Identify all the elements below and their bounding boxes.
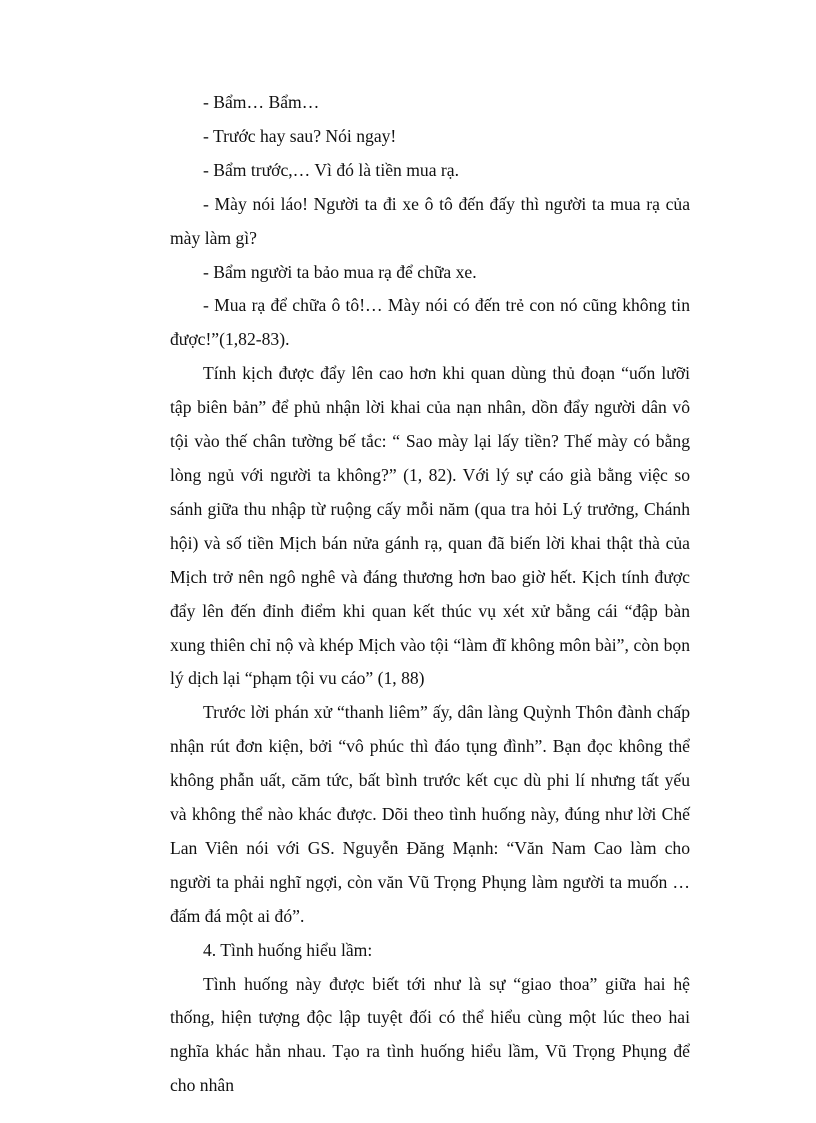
dialogue-line: - Bẩm… Bẩm… <box>203 92 320 112</box>
body-paragraph: Trước lời phán xử “thanh liêm” ấy, dân làng Quỳnh Thôn đành chấp nhận rút đơn kiện, bởi “vô phúc thì đáo tụng đình”. Bạn đọc không thể không phẫn uất, căm tức, bất bình trước kết cục dù phi lí nhưng tất yếu và không thể nào khác được. Dõi theo tình huống này, đúng như lời Chế Lan Viên nói với GS. Nguyễn Đăng Mạnh: “Văn Nam Cao làm cho người ta phải nghĩ ngợi, còn văn Vũ Trọng Phụng làm người ta muốn … đấm đá một ai đó”. <box>170 702 690 926</box>
body-paragraph: Tình huống này được biết tới như là sự “giao thoa” giữa hai hệ thống, hiện tượng độc lập tuyệt đối có thể hiểu cùng một lúc theo hai nghĩa khác hẳn nhau. Tạo ra tình huống hiểu lầm, Vũ Trọng Phụng để cho nhân <box>170 973 690 1096</box>
document-page <box>170 86 690 1103</box>
dialogue-line: - Mày nói láo! Người ta đi xe ô tô đến đấy thì người ta mua rạ của mày làm gì? <box>170 193 690 248</box>
section-heading: 4. Tình huống hiểu lầm: <box>203 939 373 960</box>
dialogue-line: - Bẩm trước,… Vì đó là tiền mua rạ. <box>203 159 459 180</box>
dialogue-line: - Mua rạ để chữa ô tô!… Mày nói có đến trẻ con nó cũng không tin được!”(1,82-83). <box>170 295 690 350</box>
body-paragraph: Tính kịch được đẩy lên cao hơn khi quan dùng thủ đoạn “uốn lưỡi tập biên bản” để phủ nhận lời khai của nạn nhân, dồn đẩy người dân vô tội vào thế chân tường bế tắc: “ Sao mày lại lấy tiền? Thế mày có bằng lòng ngủ với người ta không?” (1, 82). Với lý sự cáo già bằng việc so sánh giữa thu nhập từ ruộng cấy mỗi năm (qua tra hỏi Lý trưởng, Chánh hội) và số tiền Mịch bán nửa gánh rạ, quan đã biến lời khai thật thà của Mịch trở nên ngô nghê và đáng thương hơn bao giờ hết. Kịch tính được đẩy lên đến đỉnh điểm khi quan kết thúc vụ xét xử bằng cái “đập bàn xung thiên chỉ nộ và khép Mịch vào tội “làm đĩ không môn bài”, còn bọn lý dịch lại “phạm tội vu cáo” (1, 88) <box>170 363 690 689</box>
dialogue-line: - Trước hay sau? Nói ngay! <box>203 125 397 146</box>
dialogue-line: - Bẩm người ta bảo mua rạ để chữa xe. <box>203 261 477 282</box>
